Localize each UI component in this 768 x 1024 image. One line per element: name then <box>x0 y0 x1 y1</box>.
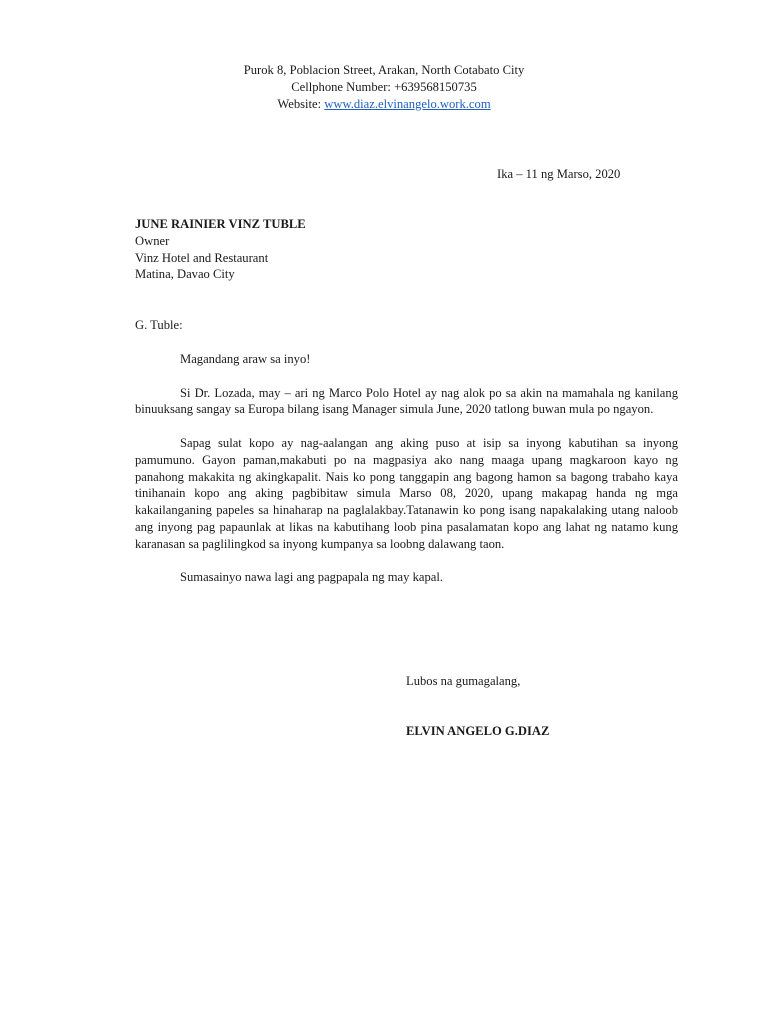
recipient-title: Owner <box>135 233 170 248</box>
resignation-paragraph: Sapag sulat kopo ay nag-aalangan ang aking puso at isip sa inyong kabutihan sa inyong pamumuno. Gayon paman,makabuti po na magpasiya ako nang maaga upang magkaroon kayo ng panahong makakita ng akingkapalit. Nais ko pong tanggapin ang bagong hamon sa bagong trabaho kaya tinihanain kopo ang aking pagbibitaw simula Marso 08, 2020, upang makapag handa ng mga kakailanganing papeles sa hinaharap na paglalakbay.Tatanawin ko pong isang napakalaking utang naloob ang inyong pag papaunlak at likas na kabutihang loob pina pasalamatan kopo ang lahat ng natamo kung karanasan sa paglilingkod sa inyong kumpanya sa loobng dalawang taon. <box>135 435 678 551</box>
letter-date: Ika – 11 ng Marso, 2020 <box>497 167 621 181</box>
recipient-name: JUNE RAINIER VINZ TUBLE <box>135 217 306 231</box>
greeting-paragraph: Magandang araw sa inyo! <box>180 352 311 366</box>
letter-body <box>135 351 678 603</box>
sender-address: Purok 8, Poblacion Street, Arakan, North Cotabato City <box>243 63 525 77</box>
signature-name: ELVIN ANGELO G.DIAZ <box>406 724 550 738</box>
recipient-company: Vinz Hotel and Restaurant <box>135 250 269 265</box>
blessing-paragraph: Sumasainyo nawa lagi ang pagpapala ng may kapal. <box>180 570 443 585</box>
complimentary-close: Lubos na gumagalang, <box>406 674 521 688</box>
website-link[interactable]: www.diaz.elvinangelo.work.com <box>324 96 491 111</box>
recipient-block <box>135 216 306 283</box>
sender-website <box>0 96 768 113</box>
salutation: G. Tuble: <box>135 318 183 332</box>
offer-paragraph: Si Dr. Lozada, may – ari ng Marco Polo Hotel ay nag alok po sa akin na mamahala ng kanilang binuuksang sangay sa Europa bilang isang Manager simula June, 2020 tatlong buwan mula po ngayon. <box>135 385 678 417</box>
sender-cellphone: Cellphone Number: +639568150735 <box>291 79 477 94</box>
website-label: Website: <box>277 96 325 111</box>
letterhead <box>0 62 768 112</box>
recipient-location: Matina, Davao City <box>135 267 235 282</box>
